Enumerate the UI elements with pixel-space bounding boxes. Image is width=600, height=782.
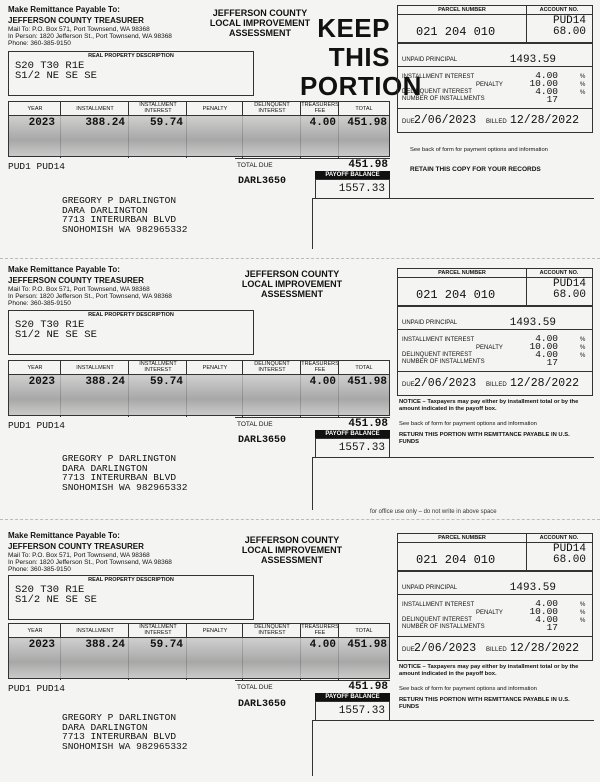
- col-delinquent-interest: DELINQUENT INTEREST: [254, 102, 290, 114]
- mail-to: Mail To: P.O. Box 571, Port Townsend, WA 98368: [8, 26, 150, 33]
- account-no: PUD14: [552, 15, 586, 27]
- col-year: YEAR: [27, 106, 43, 112]
- keep-this-portion: KEEP THIS PORTION: [300, 13, 422, 101]
- summary-box: UNPAID PRINCIPAL 1493.59 INSTALLMENT INTEREST 4.00 % PENALTY 10.00 % DELINQUENT INTEREST 4.00 % NUMBER OF INSTALLMENTS 17 DUE 2/06/2023 BILLED 12/28/2022: [397, 43, 593, 133]
- billed-date: 12/28/2022: [510, 114, 580, 127]
- notice-text: NOTICE – Taxpayers may pay either by installment total or by the amount indicated in the payoff box.: [399, 399, 579, 412]
- due-date: 2/06/2023: [414, 114, 477, 127]
- total-due-label: TOTAL DUE: [237, 162, 273, 169]
- retain-copy-note: RETAIN THIS COPY FOR YOUR RECORDS: [410, 166, 541, 173]
- property-description-box: [8, 51, 254, 96]
- stub-keep: [0, 0, 600, 255]
- total-due-value: 451.98: [348, 159, 388, 171]
- remit-heading: Make Remittance Payable To:: [8, 5, 120, 14]
- row-installment-interest: 59.74: [149, 117, 183, 129]
- account-amount: 68.00: [552, 26, 586, 38]
- col-treasurers-fee: TREASURERS FEE: [301, 102, 339, 114]
- parcel-number: 021 204 010: [416, 25, 496, 39]
- stub-return-2: Make Remittance Payable To: JEFFERSON COUNTY TREASURER Mail To: P.O. Box 571, Port Townsend, WA 98368 In Person: 1820 Jefferson St., Port Townsend, WA 98368 Phone: 360-385-9150 JEFFERSON COUNTY LOCAL IMPROVEMENT ASSESSMENT REAL PROPERTY DESCRIPTION S20 T30 R1E S1/2 NE SE SE YEAR INSTALLMENT INSTALLMENT INTEREST PENALTY DELINQUENT INTEREST TREASURERS FEE TOTAL 2023 388.24 59.74 4.00 451.98 PUD1 PUD14 TOTAL DUE 451.98 PAYOFF BALANCE 1557.33 DARL3650 GREGORY P DARLINGTON DARA DARLINGTON 7713 INTERURBAN BLVD SNOHOMISH WA 982965332 PARCEL NUMBER ACCOUNT NO. 021 204 010 PUD14 68.00 UNPAID PRINCIPAL 1493.59 INSTALLMENT INTEREST 4.00 % PENALTY 10.00 % DELINQUENT INTEREST 4.00 % NUMBER OF INSTALLMENTS 17 DUE 2/06/2023 BILLED 12/28/2022 NOTICE – Taxpayers may pay either by installment total or by the amount indicated in the payoff box. See back of form for payment options and information RETURN THIS PORTION WITH REMITTANCE PAYABLE IN U.S. FUNDS: [0, 527, 600, 782]
- parcel-label: PARCEL NUMBER: [438, 7, 486, 13]
- row-installment: 388.24: [85, 117, 125, 129]
- in-person: In Person: 1820 Jefferson St., Port Townsend, WA 98368: [8, 33, 172, 40]
- account-label: ACCOUNT NO.: [539, 7, 579, 13]
- property-line1: S20 T30 R1E: [15, 60, 85, 72]
- parcel-box: [397, 5, 593, 43]
- owner-address: GREGORY P DARLINGTON DARA DARLINGTON 7713 INTERURBAN BLVD SNOHOMISH WA 982965332: [62, 195, 188, 235]
- col-installment: INSTALLMENT: [76, 106, 114, 112]
- property-label: REAL PROPERTY DESCRIPTION: [88, 53, 174, 59]
- installment-grid: [8, 101, 390, 157]
- col-penalty: PENALTY: [202, 106, 228, 112]
- district-codes: PUD1 PUD14: [8, 161, 66, 172]
- row-treasurers-fee: 4.00: [309, 117, 336, 129]
- return-portion-note: RETURN THIS PORTION WITH REMITTANCE PAYABLE IN U.S. FUNDS: [399, 432, 570, 445]
- back-of-form-note: See back of form for payment options and information: [410, 147, 548, 153]
- col-total: TOTAL: [355, 106, 373, 112]
- payoff-value: 1557.33: [338, 183, 385, 195]
- owner-code: DARL3650: [238, 176, 287, 187]
- phone: Phone: 360-385-9150: [8, 40, 71, 47]
- office-use-note: for office use only – do not write in above space: [370, 509, 497, 515]
- agency-title: JEFFERSON COUNTY LOCAL IMPROVEMENT ASSESSMENT: [209, 8, 311, 38]
- treasurer-name: JEFFERSON COUNTY TREASURER: [8, 16, 144, 25]
- col-installment-interest: INSTALLMENT INTEREST: [139, 102, 177, 114]
- row-total: 451.98: [347, 117, 387, 129]
- property-line2: S1/2 NE SE SE: [15, 70, 97, 82]
- stub-return-1: Make Remittance Payable To: JEFFERSON COUNTY TREASURER Mail To: P.O. Box 571, Port Townsend, WA 98368 In Person: 1820 Jefferson St., Port Townsend, WA 98368 Phone: 360-385-9150 JEFFERSON COUNTY LOCAL IMPROVEMENT ASSESSMENT REAL PROPERTY DESCRIPTION S20 T30 R1E S1/2 NE SE SE YEAR INSTALLMENT INSTALLMENT INTEREST PENALTY DELINQUENT INTEREST TREASURERS FEE TOTAL 2023 388.24 59.74 4.00 451.98 PUD1 PUD14 TOTAL DUE 451.98 PAYOFF BALANCE 1557.33 DARL3650 GREGORY P DARLINGTON DARA DARLINGTON 7713 INTERURBAN BLVD SNOHOMISH WA 982965332 PARCEL NUMBER ACCOUNT NO. 021 204 010 PUD14 68.00 UNPAID PRINCIPAL 1493.59 INSTALLMENT INTEREST 4.00 % PENALTY 10.00 % DELINQUENT INTEREST 4.00 % NUMBER OF INSTALLMENTS 17 DUE 2/06/2023 BILLED 12/28/2022 NOTICE – Taxpayers may pay either by installment total or by the amount indicated in the payoff box. See back of form for payment options and information RETURN THIS PORTION WITH REMITTANCE PAYABLE IN U.S. FUNDS: [0, 262, 600, 517]
- row-year: 2023: [28, 117, 55, 129]
- payoff-label: PAYOFF BALANCE: [315, 171, 390, 179]
